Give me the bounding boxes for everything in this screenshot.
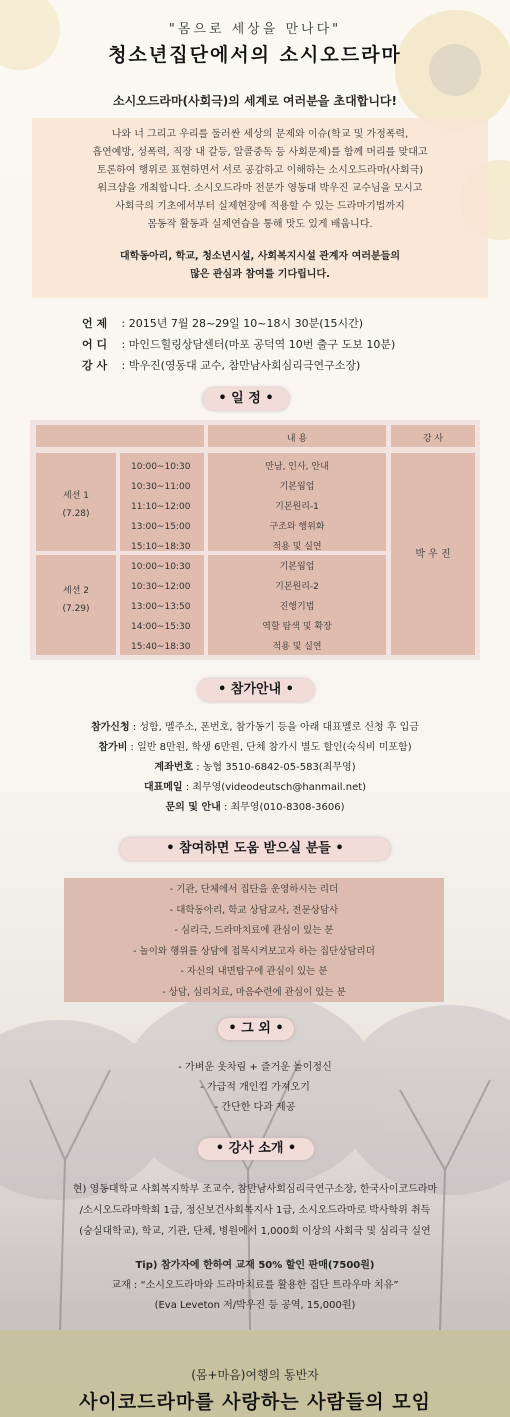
item-value: : 성함, 멜주소, 폰번호, 참가동기 등을 아래 대표멜로 신청 후 입금	[129, 722, 419, 733]
recommended-heading: • 참여하면 도움 받으실 분들 •	[120, 838, 390, 860]
table-row-time: 10:00~10:30	[131, 462, 191, 472]
table-row-content: 역할 탐색 및 확장	[262, 622, 332, 632]
list-item: - 놀이와 행위를 상담에 접목시켜보고자 하는 집단상담리더	[133, 945, 375, 957]
instructor-heading: • 강사 소개 •	[198, 1138, 314, 1160]
list-item: - 간단한 다과 제공	[214, 1102, 296, 1113]
participation-contact	[0, 798, 510, 818]
intro-call-line: 대학동아리, 학교, 청소년시설, 사회복지시설 관계자 여러분들의	[120, 251, 400, 262]
list-item: - 대학동아리, 학교 상담교사, 전문상담사	[169, 904, 339, 916]
table-row-content: 적용 및 실연	[272, 642, 322, 652]
intro-line: 토론하여 행위로 표현하면서 서로 공감하고 이해하는 소시오드라마(사회극)	[96, 165, 424, 176]
session-date: (7.29)	[62, 604, 90, 614]
participation-list	[0, 718, 510, 818]
recommended-list	[64, 880, 444, 1003]
table-row-content: 기본웜업	[279, 482, 315, 492]
intro-paragraph	[44, 126, 476, 284]
bio-line: 현) 영동대학교 사회복지학부 조교수, 참만남사회심리극연구소장, 한국사이코드라마	[72, 1184, 438, 1195]
info-row-where: 어 디 : 마인드힐링상담센터(마포 공덕역 10번 출구 도보 10분)	[82, 334, 395, 355]
participation-email	[0, 778, 510, 798]
tip-discount: Tip) 참가자에 한하여 교재 50% 할인 판매(7500원)	[135, 1260, 375, 1271]
participation-account	[0, 758, 510, 778]
info-row-when: 언 제 : 2015년 7월 28~29일 10~18시 30분(15시간)	[82, 313, 395, 334]
list-item: - 상담, 심리치료, 마음수련에 관심이 있는 분	[162, 986, 346, 998]
item-value: : 최무영(videodeutsch@hanmail.net)	[182, 782, 367, 793]
intro-line: 몸동작 활동과 실제연습을 통해 맛도 있게 배웁니다.	[147, 219, 373, 230]
item-value: : 최무영(010-8308-3606)	[220, 802, 345, 813]
table-row-content: 진행기법	[279, 602, 315, 612]
info-value: 2015년 7월 28~29일 10~18시 30분(15시간)	[128, 317, 364, 330]
list-item: - 기관, 단체에서 집단을 운영하시는 리더	[169, 884, 339, 895]
footer-tagline: (몸+마음)여행의 동반자	[191, 1368, 319, 1382]
session-2-label	[36, 582, 116, 618]
info-value: 마인드힐링상담센터(마포 공덕역 10번 출구 도보 10분)	[128, 338, 396, 351]
table-header-blank	[36, 425, 204, 447]
tip-block	[0, 1256, 510, 1316]
session-1-label	[36, 487, 116, 523]
etc-list	[0, 1058, 510, 1118]
list-item: - 가벼운 옷차림 + 즐거운 놀이정신	[178, 1062, 332, 1073]
session-2-times	[131, 557, 211, 657]
schedule-heading: • 일 정 •	[203, 388, 289, 410]
intro-line: 흡연예방, 성폭력, 직장 내 갈등, 알콜중독 등 사회문제)를 함께 머리를 맞대고	[92, 147, 428, 158]
table-row-time: 10:30~12:00	[131, 582, 191, 592]
bio-line: /소시오드라마학회 1급, 정신보건사회복지사 1급, 소시오드라마로 박사학위 취득	[79, 1205, 431, 1216]
intro-call-line: 많은 관심과 참여를 기다립니다.	[190, 269, 330, 280]
session-name: 세션 1	[63, 491, 89, 501]
table-row-time: 13:00~13:50	[131, 602, 191, 612]
session-1-contents	[208, 457, 386, 557]
invitation-line: 소시오드라마(사회극)의 세계로 여러분을 초대합니다!	[112, 94, 397, 108]
table-row-content: 기본원리-2	[275, 582, 319, 592]
instructor-bio	[20, 1179, 490, 1242]
info-value: 박우진(영동대 교수, 참만남사회심리극연구소장)	[128, 359, 361, 372]
table-row-content: 만남, 인사, 안내	[265, 462, 329, 472]
participation-apply	[0, 718, 510, 738]
table-header-content: 내 용	[286, 434, 308, 444]
info-label: 언 제	[82, 317, 108, 330]
info-label: 강 사	[82, 359, 108, 372]
session-date: (7.28)	[62, 509, 90, 519]
table-row-content: 기본원리-1	[275, 502, 319, 512]
table-row-time: 15:10~18:30	[131, 542, 191, 552]
table-row-time: 13:00~15:00	[131, 522, 191, 532]
list-item: - 심리극, 드라마치료에 관심이 있는 분	[174, 925, 334, 936]
item-label: 참가신청	[90, 722, 130, 733]
tip-textbook: 교재 : “소시오드라마와 드라마치료를 활용한 집단 트라우마 치유”	[111, 1280, 399, 1291]
item-label: 대표메일	[143, 782, 183, 793]
session-name: 세션 2	[63, 586, 89, 596]
bio-line: (숭실대학교), 학교, 기관, 단체, 병원에서 1,000회 이상의 사회극 및 심리극 실연	[79, 1226, 431, 1237]
table-row-time: 10:00~10:30	[131, 562, 191, 572]
table-row-time: 14:00~15:30	[131, 622, 191, 632]
session-1-times	[131, 457, 211, 557]
item-label: 참가비	[98, 742, 128, 753]
item-value: : 농협 3510-6842-05-583(최무영)	[193, 762, 356, 773]
session-2-contents	[208, 557, 386, 657]
table-row-content: 적용 및 실연	[272, 542, 322, 552]
intro-line: 나와 너 그리고 우리를 둘러싼 세상의 문제와 이슈(학교 및 가정폭력,	[111, 129, 409, 140]
table-header-instructor: 강 사	[422, 434, 444, 444]
table-row-time: 11:10~12:00	[131, 502, 191, 512]
footer-organization: 사이코드라마를 사랑하는 사람들의 모임	[79, 1391, 431, 1413]
info-label: 어 디	[82, 338, 108, 351]
tip-textbook-author: (Eva Leveton 저/박우진 등 공역, 15,000원)	[154, 1300, 356, 1311]
page-title: 청소년집단에서의 소시오드라마	[108, 44, 402, 66]
list-item: - 자신의 내면탐구에 관심이 있는 분	[180, 966, 328, 977]
etc-heading: • 그 외 •	[218, 1018, 294, 1040]
event-info	[82, 313, 395, 376]
item-label: 계좌번호	[154, 762, 194, 773]
intro-line: 사회극의 기초에서부터 실제현장에 적용할 수 있는 드라마기법까지	[115, 201, 405, 212]
item-label: 문의 및 안내	[165, 802, 221, 813]
instructor-name: 박 우 진	[415, 549, 451, 560]
list-item: - 가급적 개인컵 가져오기	[200, 1082, 310, 1093]
subtitle: "몸으로 세상을 만나다"	[168, 22, 342, 37]
info-row-instructor: 강 사 : 박우진(영동대 교수, 참만남사회심리극연구소장)	[82, 355, 395, 376]
item-value: : 일반 8만원, 학생 6만원, 단체 참가시 별도 할인(숙식비 미포함)	[127, 742, 412, 753]
participation-fee	[0, 738, 510, 758]
table-row-time: 10:30~11:00	[131, 482, 191, 492]
table-row-time: 15:40~18:30	[131, 642, 191, 652]
table-row-content: 구조와 행위화	[269, 522, 325, 532]
participation-heading: • 참가안내 •	[198, 679, 314, 701]
intro-line: 워크샵을 개최합니다. 소시오드라마 전문가 영동대 박우진 교수님을 모시고	[97, 183, 423, 194]
table-row-content: 기본웜업	[279, 562, 315, 572]
